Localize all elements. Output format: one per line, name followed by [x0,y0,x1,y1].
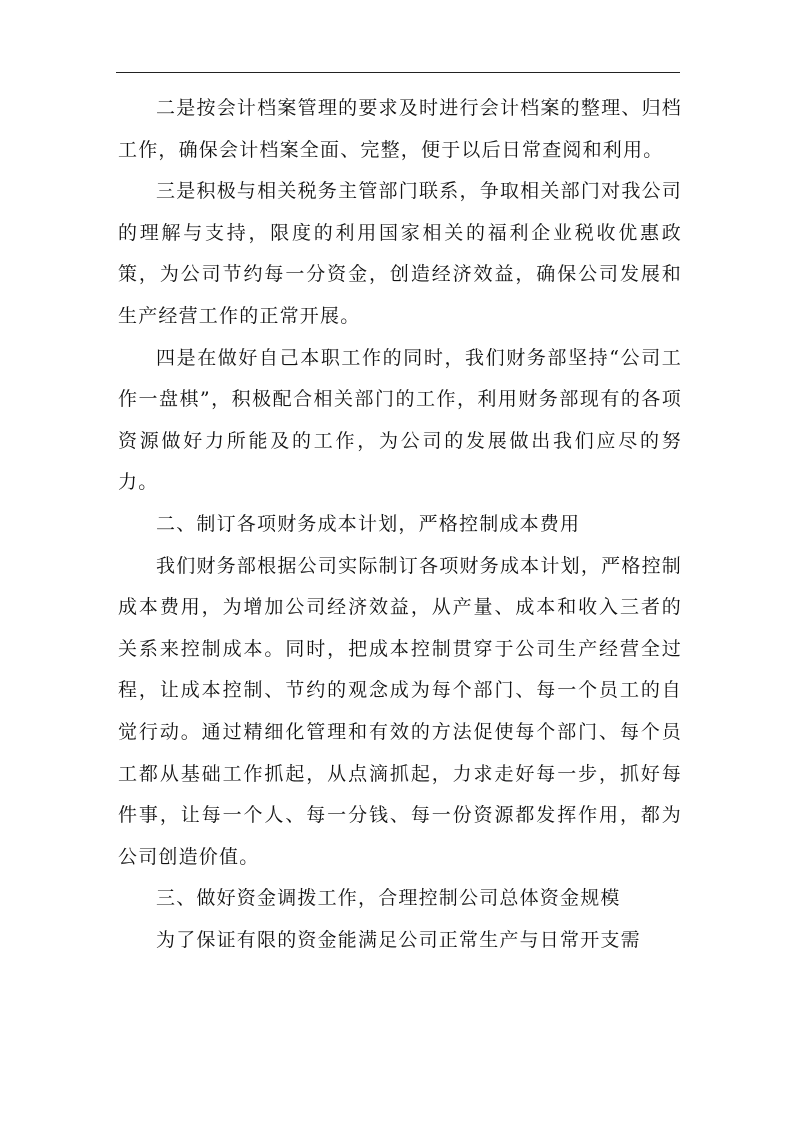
document-body [118,88,682,961]
header-rule [116,72,680,73]
paragraph-tax-liaison: 三是积极与相关税务主管部门联系，争取相关部门对我公司的理解与支持，限度的利用国家相关的福利企业税收优惠政策，为公司节约每一分资金，创造经济效益，确保公司发展和生产经营工作的正常开展。 [118,180,682,327]
section-heading-fund-allocation: 三、做好资金调拨工作，合理控制公司总体资金规模 [156,887,621,910]
paragraph-archive-management: 二是按会计档案管理的要求及时进行会计档案的整理、归档工作，确保会计档案全面、完整，便于以后日常查阅和利用。 [118,97,682,161]
paragraph-cost-control: 我们财务部根据公司实际制订各项财务成本计划，严格控制成本费用，为增加公司经济效益，从产量、成本和收入三者的关系来控制成本。同时，把成本控制贯穿于公司生产经营全过程，让成本控制、节约的观念成为每个部门、每一个员工的自觉行动。通过精细化管理和有效的方法促使每个部门、每个员工都从基础工作抓起，从点滴抓起，力求走好每一步，抓好每件事，让每一个人、每一分钱、每一份资源都发挥作用，都为公司创造价值。 [118,554,682,868]
section-heading-cost-plan: 二、制订各项财务成本计划，严格控制成本费用 [156,512,581,535]
paragraph-cooperation: 四是在做好自己本职工作的同时，我们财务部坚持“公司工作一盘棋”，积极配合相关部门的工作，利用财务部现有的各项资源做好力所能及的工作，为公司的发展做出我们应尽的努力。 [118,346,682,494]
paragraph-fund-allocation: 为了保证有限的资金能满足公司正常生产与日常开支需 [156,928,641,951]
